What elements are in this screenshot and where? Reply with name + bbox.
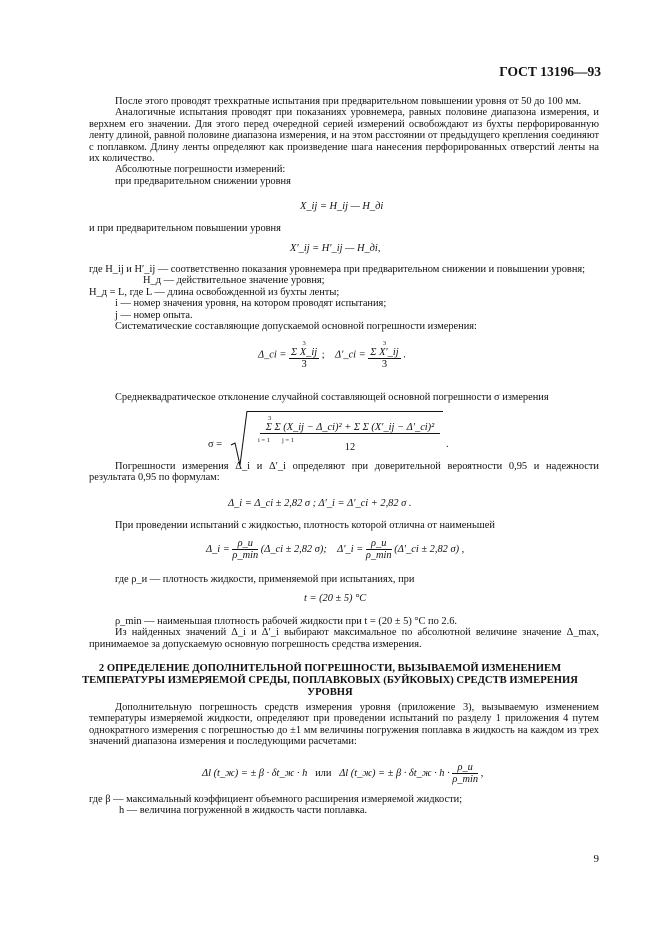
f6-den2: ρ_min	[365, 550, 392, 561]
para-6: Систематические составляющие допускаемой основной погрешности измерения:	[115, 321, 477, 333]
f4-frac	[260, 415, 440, 453]
formula-1: X_ij = H_ij — H_дi	[300, 201, 384, 212]
para-2: Аналогичные испытания проводят при показаниях уровнемера, равных половине диапазона измерения, и верхнем его значении. Для этого перед очередной серией измерений освобождают из бухты перфорированную ленту длиной, равной половине диапазона измерения, и на этом расстоянии от предыдущего крепления соединяют с поплавком. Длину ленты определяют как произведение шага нанесения перфорированных отверстий ленты на их количество.	[89, 107, 599, 165]
formula-7: t = (20 ± 5) °C	[304, 593, 367, 604]
sqrt-sign	[230, 409, 248, 469]
where2-line1: где β — максимальный коэффициент объемного расширения измеряемой жидкости;	[89, 794, 463, 805]
f4-top-limits: 3	[268, 415, 272, 422]
para-7-block	[89, 392, 599, 403]
f8-num: ρ_и	[452, 762, 478, 774]
intro-block	[89, 96, 599, 187]
f8-frac	[452, 762, 478, 785]
formula-6	[206, 538, 464, 561]
formula-2: X′_ij = H′_ij — H_дi,	[290, 243, 381, 254]
f6-frac1	[232, 538, 258, 561]
para-10-block	[89, 574, 599, 585]
f6-num1: ρ_и	[232, 538, 258, 550]
section-2-title: 2 ОПРЕДЕЛЕНИЕ ДОПОЛНИТЕЛЬНОЙ ПОГРЕШНОСТИ, ВЫЗЫВАЕМОЙ ИЗМЕНЕНИЕМ ТЕМПЕРАТУРЫ ИЗМЕРЯЕМОЙ СРЕДЫ, ПОПЛАВКОВЫХ (БУЙКОВЫХ) СРЕДСТВ ИЗМЕРЕНИЯ УРОВНЯ	[82, 663, 578, 698]
f3-den1: 3	[301, 359, 307, 370]
where1-line4: i — номер значения уровня, на котором проводят испытания;	[115, 298, 387, 310]
where-block-1	[89, 264, 599, 332]
f6-lhs2: Δ′_i =	[337, 543, 364, 555]
f3-sep: ;	[321, 349, 325, 361]
f8-part2: Δl (t_ж) = ± β · δt_ж · h ·	[339, 767, 450, 779]
f3-num2: Σ X′_ij	[370, 347, 399, 358]
para-8: Погрешности измерения Δ_i и Δ′_i определяют при доверительной вероятности 0,95 и надежности результата 0,95 по формулам:	[89, 461, 599, 484]
f6-lhs1: Δ_i =	[206, 543, 230, 555]
para-13-block	[89, 702, 599, 748]
formula-5: Δ_i = Δ_ci ± 2,82 σ ; Δ′_i = Δ′_ci + 2,82 σ .	[228, 498, 412, 509]
f4-num: Σ Σ (X_ij − Δ_ci)² + Σ Σ (X′_ij − Δ′_ci)²	[260, 422, 440, 434]
para-9: При проведении испытаний с жидкостью, плотность которой отлична от наименьшей	[115, 520, 495, 531]
para-12: Из найденных значений Δ_i и Δ′_i выбирают максимальное по абсолютной величине значение Δ_max, принимаемое за допускаемую основную погрешность средства измерения.	[89, 627, 599, 650]
doc-code-header: ГОСТ 13196—93	[499, 64, 601, 79]
para-8-block	[89, 461, 599, 484]
f3-den2: 3	[381, 359, 388, 370]
f6-den1: ρ_min	[232, 550, 259, 561]
where-block-2	[89, 794, 599, 817]
para-4: при предварительном снижении уровня	[115, 175, 291, 187]
f8-end: ,	[480, 767, 484, 779]
where2-line2: h — величина погруженной в жидкость части поплавка.	[119, 805, 368, 817]
f3-frac2	[368, 340, 400, 370]
para-1: После этого проводят трехкратные испытания при предварительном повышении уровня от 50 до 100 мм.	[115, 96, 582, 107]
f3-lhs2: Δ′_ci =	[335, 349, 366, 361]
formula-8	[202, 762, 483, 785]
para-10: где ρ_и — плотность жидкости, применяемой при испытаниях, при	[115, 574, 415, 585]
f6-rest2: (Δ′_ci ± 2,82 σ) ,	[394, 543, 465, 555]
sqrt-bar	[247, 411, 443, 412]
f8-den: ρ_min	[452, 774, 479, 785]
where1-line2: H_д — действительное значение уровня;	[143, 275, 325, 287]
f3-end: .	[403, 349, 406, 361]
where1-line5: j — номер опыта.	[115, 309, 193, 321]
page-number: 9	[593, 853, 599, 865]
f4-lim-j: j = 1	[282, 437, 294, 444]
f8-or: или	[315, 767, 332, 779]
para-7: Среднеквадратическое отклонение случайной составляющей основной погрешности σ измерения	[115, 392, 549, 403]
where1-line3: H_д = L, где L — длина освобожденной из бухты ленты;	[89, 286, 340, 298]
para-5: и при предварительном повышении уровня	[89, 223, 281, 234]
para-11: ρ_min — наименьшая плотность рабочей жидкости при t = (20 ± 5) °C по 2.6.	[115, 616, 457, 627]
where1-line1: где H_ij и H′_ij — соответственно показания уровнемера при предварительном снижении и повышении уровня;	[89, 264, 586, 275]
f6-frac2	[366, 538, 392, 561]
para-13: Дополнительную погрешность средств измерения уровня (приложение 3), вызываемую изменением температуры измеряемой жидкости, определяют при проведении испытаний по разделу 1 приложения 4 путем однократного измерения с погрешностью до ±1 мм величины погружения поплавка в жидкость на каждом из трех значений диапазона измерения и последующими расчетами:	[89, 702, 599, 748]
formula-3	[258, 340, 406, 370]
f3-frac1	[289, 340, 319, 370]
para-9-block	[89, 520, 599, 531]
f3-lhs1: Δ_ci =	[258, 349, 287, 361]
para-3: Абсолютные погрешности измерений:	[115, 164, 286, 176]
f3-top2: 3	[382, 340, 387, 347]
f4-end: .	[446, 439, 449, 450]
f8-part1: Δl (t_ж) = ± β · δt_ж · h	[202, 767, 308, 779]
f6-rest1: (Δ_ci ± 2,82 σ);	[260, 543, 327, 555]
para-5-block	[89, 223, 599, 234]
f3-top1: 3	[302, 340, 306, 347]
f6-num2: ρ_и	[366, 538, 392, 550]
f4-den: 12	[344, 442, 356, 453]
f3-num1: Σ X_ij	[291, 347, 318, 358]
para-11-block	[89, 616, 599, 650]
f4-lhs: σ =	[208, 439, 223, 450]
f4-lim-i: i = 1	[258, 437, 270, 444]
